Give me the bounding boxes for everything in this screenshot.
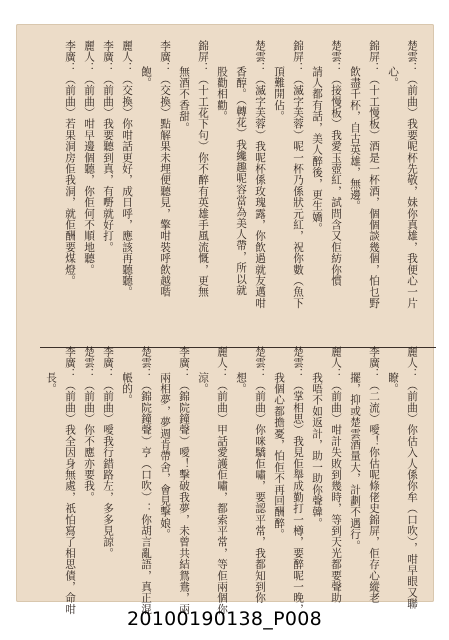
- dialogue-line: 楚雲：（前曲）你不應亦要我。: [83, 346, 95, 503]
- dialogue-line: 李廣：（前曲）我要聽到真，有嘢就好打。: [102, 40, 114, 253]
- dialogue-line: 李廣：（交換）點解果未埋便聽見，擎咁裝呼飲越喈: [159, 40, 171, 298]
- dialogue-line: 麗人：（前曲）你估入人係你牟（口吹），咁早眼又聯: [406, 346, 418, 610]
- dialogue-line-continued: 頂難開佔。: [273, 66, 285, 122]
- dialogue-line-continued: 瞭。: [387, 372, 399, 395]
- dialogue-line: 楚雲：（前曲）你咪驕佢嘯，要認平常，我都知到你: [254, 346, 266, 604]
- dialogue-line: 李廣：（二流）噯！你估呢條佬史錦屏，佢存心縱老: [368, 346, 380, 604]
- dialogue-line-continued: 飲盡千杯，自古英雄，無邊。: [349, 66, 361, 212]
- dialogue-line-continued: 無酒不香甜。: [178, 66, 190, 134]
- dialogue-line: 楚雲：（前曲）我要呢杯先敬，妹你真雄，我便心一片: [406, 40, 418, 309]
- dialogue-line: 李廣：（前曲）我全因身無處，祇怕寫了相思債，命咁: [64, 346, 76, 615]
- dialogue-line: 錦屏：（滅字芙蓉）呢一杯乃係狀元紅，祝你數（魚下: [292, 40, 304, 309]
- dialogue-line-continued: 長。: [45, 372, 57, 395]
- dialogue-line-continued: 心。: [387, 66, 399, 89]
- dialogue-line-continued: 我個心都擔憂，怕佢不再回酬醉。: [273, 372, 285, 540]
- dialogue-line: 麗人：（前曲）甲話愛護佢嘯，都索平常，等佢兩個你: [216, 346, 228, 615]
- dialogue-line-continued: 我唔不如返計，助一助你聲韓。: [311, 372, 323, 529]
- dialogue-line: 楚雲：（錦院鐘聲）亨（口吹）：你胡言亂語，真正混: [140, 346, 152, 615]
- dialogue-line: 楚雲：（掌相思）我見佢舉成勤打一樽，要醉呢一晚，: [292, 346, 304, 615]
- dialogue-line-continued: 涼。: [197, 372, 209, 395]
- dialogue-line: 李廣：（前曲）若果洞房佢我洞，就佢酬要煤燈。: [64, 40, 76, 287]
- dialogue-line-continued: 請人都有話，美人醉後，更生嬌。: [311, 66, 323, 234]
- dialogue-line: 楚雲：（接慢板）我愛玉壺紅，試問含又佢紡你慣: [330, 40, 342, 287]
- dialogue-line-continued: 帳的。: [121, 372, 133, 406]
- dialogue-line: 楚雲：（滅字芙蓉）我呢杯係玫瑰露，你飲過就友邁咁: [254, 40, 266, 309]
- dialogue-line-continued: 擺，抑或楚雲酒量大，計劃不遇行。: [349, 372, 361, 552]
- dialogue-line-continued: 飽。: [140, 66, 152, 89]
- dialogue-line-continued: 股勸相勸。: [216, 66, 228, 122]
- dialogue-line: 錦屏：（十工慢板）酒是一杯酒，個個談幾個，怕乜野: [368, 40, 380, 309]
- dialogue-line-continued: 兩相夢，夢週肯帶舍，會見擊娘。: [159, 372, 171, 540]
- dialogue-line: 李廣：（錦院鐘聲）噯！擊破我夢，未曾共結鴛鴦，兩: [178, 346, 190, 615]
- dialogue-line: 麗人：（交換）你咁話更好，成日呼，應該再聽聽。: [121, 40, 133, 298]
- page-scan: [16, 24, 434, 615]
- dialogue-line: 麗人：（前曲）咁早邊個聽，你佢何不順地聽。: [83, 40, 95, 276]
- dialogue-line: 麗人：（前曲）咁計失敗到幾時，等到天光都要聲助: [330, 346, 342, 604]
- dialogue-line-continued: 想。: [235, 372, 247, 395]
- dialogue-line: 錦屏：（十工花下句）你不醉有英雄手風流慨，更無: [197, 40, 209, 298]
- dialogue-line: 李廣：（前曲）噯我行錯路左，多多見諒。: [102, 346, 114, 559]
- dialogue-line-continued: 香醇。（轉花）我纔趣呢容當為美人帶，所以就: [235, 66, 247, 296]
- page-caption: 20100190138_P008: [127, 608, 322, 630]
